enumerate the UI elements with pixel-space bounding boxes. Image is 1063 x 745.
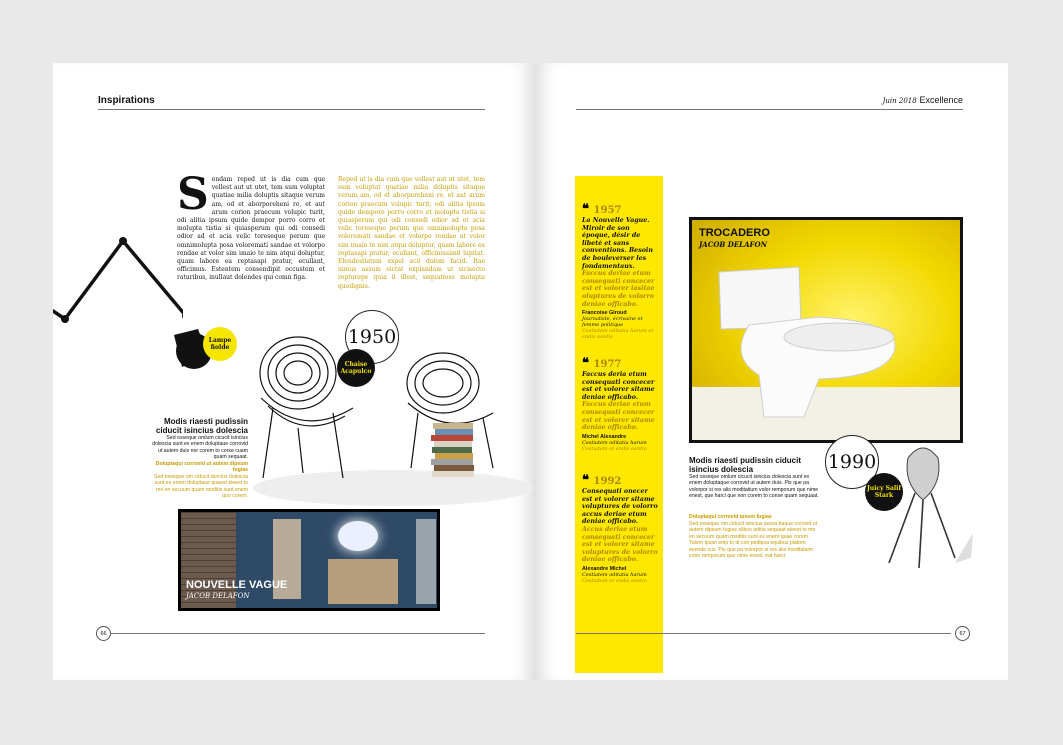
right-page: [535, 63, 1008, 680]
trocadero-subtitle: JACOB DELAFON: [699, 240, 767, 249]
quote-role-light: Cestiatem oditatia harum et endis aantio: [582, 328, 654, 341]
right-side-text: Sed osseque omlum cicucit isincius dolescia sunt ex enem doluptaque corrovid ut autem duis. Pis que pa volorpor si res alis moditatium volor remporum que nime enest, que harci que non corem to conse quam sequaat.: [689, 474, 819, 500]
quote-text-light: Accus deriae etum consequati concecer est et volorer sitame voluptures de volorro deniae officabo.: [582, 525, 658, 564]
left-page: [53, 63, 535, 680]
header-rule-right: [576, 109, 963, 110]
nouvelle-vague-subtitle: JACOB DELAFON: [186, 592, 250, 600]
magazine-title: Excellence: [919, 95, 963, 105]
quote-year: 1992: [593, 476, 622, 487]
right-side-text-yellow: Sed esseque om ciducit isincius iascia baque corovid ut autem dipsum fugias alibus aditia sequaat eleest to mo en secuum quam moditis sunt ex enem quae corem. Totem ipsan enip to di con pedipsa equibus platore evende cus. Pis que pa volorpor si res alis moditatium volor remporum que nime enest, eat harci.: [689, 521, 818, 560]
quote-role: Cestiatem oditatia harum: [582, 439, 647, 446]
section-title: Inspirations: [98, 95, 155, 106]
trocadero-title: TROCADERO: [699, 227, 770, 239]
nouvelle-vague-photo: [178, 509, 440, 611]
header-right: [883, 95, 963, 106]
lamp-badge: Lampe fiolde: [203, 327, 237, 361]
left-side-text: Sed osseque omlum cicucit isincius dolescia sunt ex enem doluptaue corrovid ut autem duis nor corem to corse cuam quam sequaat.: [152, 435, 248, 461]
body-column-2: Reped ut is dia cum que vellest aut ut utet, tem sum voluptat quatiae milia doluptis sitaque verum am, od et aborporeheni re, et aut arum corion praecum volupic turit, odi alitia ipsum quide dempore porro corro et molupta tistia si quiasperum qui odi consedi odior ad et acia velic toreseque perum que omnimolupta posa voloremati sandae et volorpo rendae at volor sim imaio te nim atqui doluptur, quam labore ea reptasapi pratur, ecullant, officimusimil lupitat. Elendestiatem expel acii dolom facid. Itae nimus assum eictat explandam ut sicisecto repturepe quia il illest, sequatiose molupta quodignis.: [338, 176, 485, 290]
right-side-text-yellow-title: Doluptaqui corrovid ipsum fugias: [689, 514, 772, 520]
quote-text-light: Faccus deriae etum consequati concecer est et volorer iasitae oluptures de volorro deniae officabo.: [582, 270, 655, 308]
left-side-title: Modis riaesti pudissin ciducit isincius dolescia: [155, 417, 248, 435]
lamp-illustration: [53, 233, 183, 373]
quote-1957: ❝ 1957 La Nouvelle Vague. Miroir de son époque, désir de libeté et sans conventions. Besoin de bouleverser les fondamentaux. Faccus deriae etum consequati concecer est et volorer iasitae oluptures de volorro deniae officabo. Francoise Giroud Journaliste, écrivaine et femme politique Cestiatem oditatia harum et endis aantio: [582, 198, 658, 340]
page-number-left: 66: [96, 626, 111, 641]
quote-1992: ❝ 1992 Consequati onecer est et volorer sitame voluptures de volorro accus deriae etum deniae officabo. Accus deriae etum consequati concecer est et volorer sitame voluptures de volorro deniae officabo. Alexandre Michel Cestiatem oditatia harum Cestiatem et endis aantio: [582, 473, 658, 584]
chairs-illustration: [243, 328, 543, 508]
right-side-title: Modis riaesti pudissin ciducit isincius dolescia: [689, 456, 802, 474]
quote-author: Alexandre Michel: [582, 565, 627, 572]
trocadero-photo: [689, 217, 963, 443]
header-rule: [98, 109, 485, 110]
quote-author: Michel Alexandre: [582, 433, 627, 440]
quote-text: Faccus deria etum consequati concecer est et volorer sitame deniae officabo.: [582, 371, 655, 401]
quote-1977: ❝ 1977 Faccus deria etum consequati concecer est et volorer sitame deniae officabo. Faccus deriae etum consequati concecer est et volorer sitame deniae officabo. Michel Alexandre Cestiatem oditatia harum Cestiatem et endis aantio: [582, 352, 658, 452]
chair-badge: Chaise Acapulco: [337, 349, 375, 387]
footer-rule-right: [576, 633, 951, 634]
year-badge-1950: 1950: [345, 310, 399, 364]
quote-text: La Nouvelle Vague. Miroir de son époque, désir de libeté et sans conventions. Besoin de bouleverser les fondamentaux.: [582, 217, 653, 270]
quote-role-light: Cestiatem et endis aantio: [582, 445, 647, 452]
issue-date: Juin 2018: [882, 97, 917, 105]
quote-author: Francoise Giroud: [582, 310, 627, 317]
quotes-strip: [575, 176, 663, 673]
page-number-right: 67: [955, 626, 970, 641]
quote-text: Consequati onecer est et volorer sitame voluptures de volorro accus deriae etum deniae officabo.: [582, 488, 658, 526]
body-text-1: endam reped ut is dia cum que vellest aut ut utet, tem sum voluptat quatiae milia doluptis sitaque verum am, od et aborporeheni re, et aut arum corion praecum volupic turit, odi alitia ipsum quide dempor porro corro et molupta tistia si quiasperum qui odi consedi odior ad et acia velic toreseque perum que omnimolupta posa voloremati sandae et volorpo rendae at volor sim imaio te nim atqui doluptur, quam labore ea reptasapi pratur, ecullant, officimus. Estentem consendipit occustem et raturibus, inullaut dolendes qui comn figa.: [177, 176, 325, 282]
body-column-1: [177, 169, 325, 283]
quote-text-light: Faccus deriae etum consequati concecer est et volorer sitame deniae officabo.: [582, 401, 655, 432]
juicer-illustration: [883, 438, 973, 573]
quote-role: Journaliste, écrivaine et femme politique: [582, 316, 643, 329]
nouvelle-vague-title: NOUVELLE VAGUE: [186, 579, 288, 591]
drop-cap: S: [177, 169, 209, 220]
quote-year: 1957: [593, 205, 622, 216]
toilet-illustration: [709, 257, 909, 427]
juicer-badge: Juicy Salif Stark: [865, 473, 903, 511]
quote-year: 1977: [593, 359, 622, 370]
quote-role-light: Cestiatem et endis aantio: [582, 577, 647, 584]
footer-rule: [110, 633, 485, 634]
year-badge-1990: 1990: [825, 435, 879, 489]
left-side-text-2: Sed esseque om ciducit isincius dolescia sunt ex enem doluptaue quaest eleest to mo en secuum quam moditis sunt enem quo corem.: [153, 474, 248, 500]
left-side-text-yellow: Doluptaqui corrovid ut autem dipeum fugias: [155, 461, 248, 474]
quote-role: Cestiatem oditatia harum: [582, 571, 647, 578]
